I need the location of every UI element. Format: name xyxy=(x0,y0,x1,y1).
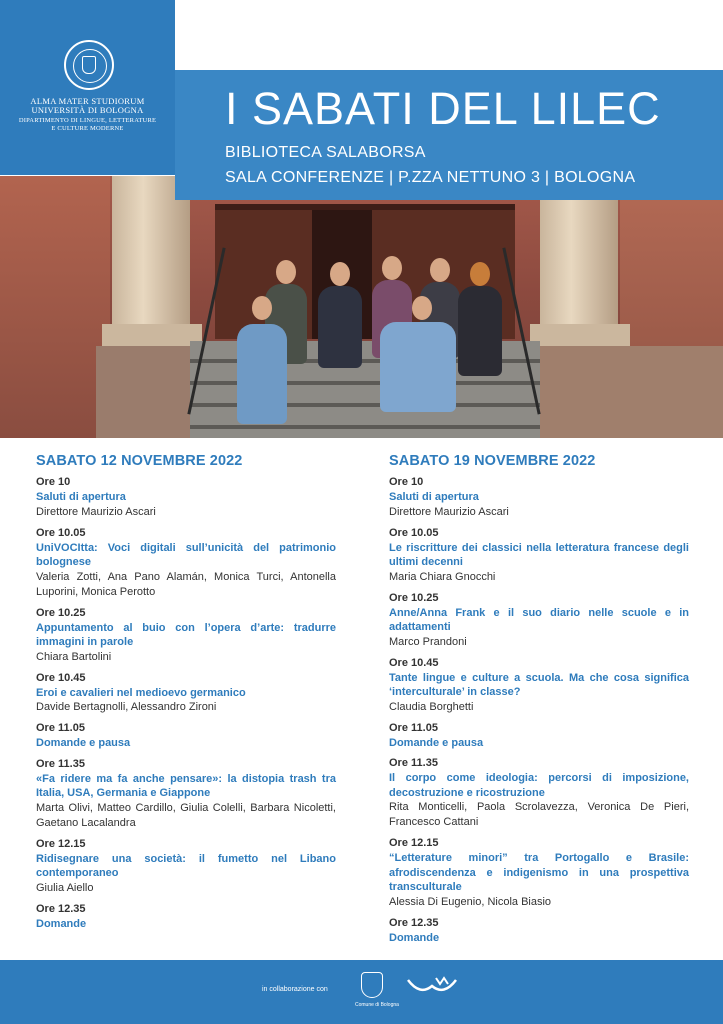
department-line2: E CULTURE MODERNE xyxy=(51,125,124,132)
item-time: Ore 10.05 xyxy=(36,526,86,539)
university-name-line2: UNIVERSITÀ DI BOLOGNA xyxy=(31,105,144,115)
day-title: SABATO 12 NOVEMBRE 2022 xyxy=(36,453,243,469)
program-item xyxy=(36,757,336,831)
program-item xyxy=(389,656,689,715)
item-speakers: Marta Olivi, Matteo Cardillo, Giulia Colelli, Barbara Nicoletti, Gaetano Lacalandra xyxy=(36,801,336,829)
item-talk-title: UniVOCItta: Voci digitali sull’unicità del patrimonio bolognese xyxy=(36,541,336,568)
program-item xyxy=(389,526,689,585)
item-time: Ore 10 xyxy=(389,476,424,488)
item-talk-title: Domande e pausa xyxy=(36,737,131,749)
item-talk-title: “Letterature minori” tra Portogallo e Brasile: afrodiscendenza e indigenismo in una prospettiva transculturale xyxy=(389,852,689,893)
item-speakers: Rita Monticelli, Paola Scrolavezza, Veronica De Pieri, Francesco Cattani xyxy=(389,801,689,828)
item-time: Ore 10.25 xyxy=(389,591,439,604)
item-talk-title: Tante lingue e culture a scuola. Ma che cosa significa ‘interculturale’ in classe? xyxy=(389,671,689,698)
item-talk-title: Saluti di apertura xyxy=(36,491,126,503)
item-speakers: Chiara Bartolini xyxy=(36,650,112,663)
program-item xyxy=(36,721,336,751)
item-time: Ore 12.35 xyxy=(389,916,439,929)
item-time: Ore 11.05 xyxy=(36,722,85,734)
item-time: Ore 12.15 xyxy=(389,837,439,849)
department-line1: DIPARTIMENTO DI LINGUE, LETTERATURE xyxy=(18,117,157,124)
program-item xyxy=(389,591,689,650)
program-item xyxy=(389,756,689,830)
item-time: Ore 10.45 xyxy=(36,671,86,684)
item-speakers: Davide Bertagnolli, Alessandro Zironi xyxy=(36,701,217,713)
item-speakers: Maria Chiara Gnocchi xyxy=(389,570,496,583)
item-time: Ore 12.35 xyxy=(36,902,86,915)
collaboration-label: in collaborazione con xyxy=(262,986,328,993)
program-item xyxy=(389,836,689,910)
item-time: Ore 10.25 xyxy=(36,606,86,619)
item-speakers: Giulia Aiello xyxy=(36,881,94,894)
item-speakers: Marco Prandoni xyxy=(389,635,467,648)
item-time: Ore 11.05 xyxy=(389,721,438,734)
item-speakers: Valeria Zotti, Ana Pano Alamán, Monica Turci, Antonella Luporini, Monica Perotto xyxy=(36,570,336,598)
item-talk-title: Appuntamento al buio con l’opera d’arte: tradurre immagini in parole xyxy=(36,621,336,648)
item-talk-title: Domande e pausa xyxy=(389,736,484,749)
venue-address: SALA CONFERENZE | P.ZZA NETTUNO 3 | BOLOGNA xyxy=(225,169,636,186)
item-talk-title: Saluti di apertura xyxy=(389,491,479,503)
item-time: Ore 12.15 xyxy=(36,837,86,850)
university-seal-icon xyxy=(64,40,114,90)
comune-label: Comune di Bologna xyxy=(355,1002,399,1008)
hero-photo xyxy=(0,176,723,438)
item-time: Ore 11.35 xyxy=(36,757,85,770)
program-item xyxy=(389,475,689,520)
day-program-left xyxy=(36,453,336,937)
day-program-right xyxy=(389,453,689,951)
university-logo-block xyxy=(0,0,175,175)
item-speakers: Alessia Di Eugenio, Nicola Biasio xyxy=(389,895,552,908)
day-title: SABATO 19 NOVEMBRE 2022 xyxy=(389,453,596,469)
program-item xyxy=(36,606,336,665)
item-time: Ore 10 xyxy=(36,476,71,488)
item-talk-title: Le riscritture dei classici nella letteratura francese degli ultimi decenni xyxy=(389,541,689,568)
item-speakers: Direttore Maurizio Ascari xyxy=(389,505,509,518)
item-talk-title: Eroi e cavalieri nel medioevo germanico xyxy=(36,686,246,699)
program-item xyxy=(36,902,336,932)
program-item xyxy=(36,526,336,600)
item-talk-title: Il corpo come ideologia: percorsi di imposizione, decostruzione e ricostruzione xyxy=(389,772,689,799)
program-item xyxy=(389,916,689,946)
item-speakers: Claudia Borghetti xyxy=(389,700,474,713)
title-block xyxy=(175,70,723,200)
item-speakers: Direttore Maurizio Ascari xyxy=(36,505,156,518)
program-item xyxy=(36,837,336,896)
item-time: Ore 11.35 xyxy=(389,757,438,769)
item-time: Ore 10.45 xyxy=(389,656,439,669)
venue-name: BIBLIOTECA SALABORSA xyxy=(225,144,426,161)
program-item xyxy=(389,721,689,751)
biblioteca-logo-icon xyxy=(406,974,458,1000)
item-talk-title: «Fa ridere ma fa anche pensare»: la distopia trash tra Italia, USA, Germania e Giappone xyxy=(36,772,336,799)
item-talk-title: Domande xyxy=(389,931,440,944)
item-talk-title: Ridisegnare una società: il fumetto nel Libano contemporaneo xyxy=(36,852,336,879)
program-item xyxy=(36,671,336,716)
footer xyxy=(0,960,723,1024)
item-time: Ore 10.05 xyxy=(389,526,439,539)
item-talk-title: Domande xyxy=(36,917,87,930)
university-name-line1: ALMA MATER STUDIORUM xyxy=(30,96,145,106)
page-title: I SABATI DEL LILEC xyxy=(225,83,661,134)
program-item xyxy=(36,475,336,520)
comune-coat-of-arms-icon xyxy=(361,972,383,998)
item-talk-title: Anne/Anna Frank e il suo diario nelle scuole e in adattamenti xyxy=(389,606,689,633)
